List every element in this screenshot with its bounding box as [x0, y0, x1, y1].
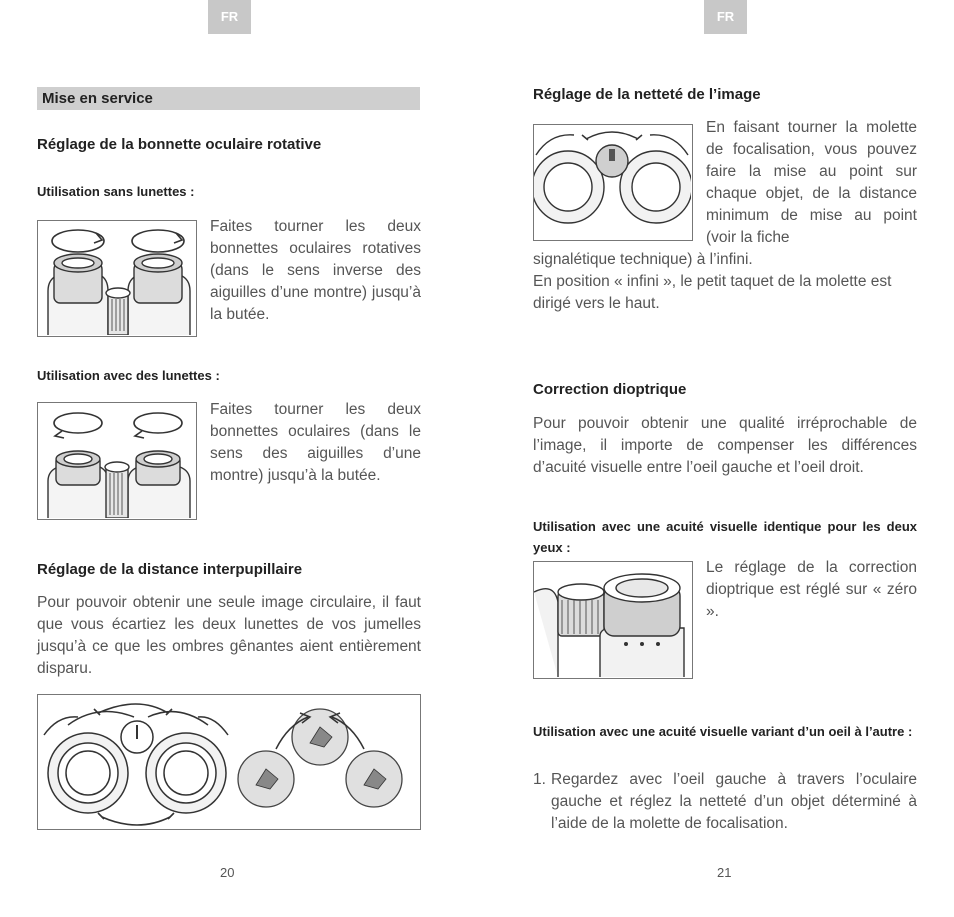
section-header — [37, 87, 420, 110]
text-identical-acuity: Le réglage de la correction dioptrique est réglé sur « zéro ». — [706, 559, 917, 620]
heading-interpupillary: Réglage de la distance interpupillaire — [37, 561, 303, 578]
text-without-glasses: Faites tourner les deux bonnettes oculaires rotatives (dans le sens inverse des aiguilles d’une montre) jusqu’à la butée. — [210, 218, 421, 323]
eyecup-with-glasses-figure — [37, 402, 197, 520]
language-tab: FR — [208, 0, 251, 34]
interpupillary-figure — [37, 694, 421, 830]
subheading-with-glasses: Utilisation avec des lunettes : — [37, 368, 220, 383]
focus-wheel-figure — [533, 124, 693, 241]
list-item-text: Regardez avec l’oeil gauche à travers l’oculaire gauche et réglez la netteté d’un objet déterminé à l’aide de la molette de focalisation. — [551, 771, 917, 832]
heading-eyecup: Réglage de la bonnette oculaire rotative — [37, 136, 322, 153]
text-focus: En faisant tourner la molette de focalisation, vous pouvez faire la mise au point sur chaque objet, de la distance minimum de mise au point (voir la fiche — [706, 119, 917, 246]
eyecup-without-glasses-figure — [37, 220, 197, 337]
language-tab: FR — [704, 0, 747, 34]
subheading-identical-acuity: Utilisation avec une acuité visuelle identique pour les deux yeux : — [533, 519, 917, 555]
diopter-zero-figure — [533, 561, 693, 679]
text-diopter: Pour pouvoir obtenir une qualité irréprochable de l’image, il importe de compenser les différences d’acuité visuelle entre l’oeil gauche et l’oeil droit. — [533, 415, 917, 476]
page-number: 21 — [717, 865, 732, 880]
subheading-without-glasses: Utilisation sans lunettes : — [37, 184, 195, 199]
page-number: 20 — [220, 865, 235, 880]
list-item-number: 1. — [533, 771, 546, 788]
right-page — [477, 0, 954, 917]
section-title: Mise en service — [42, 90, 153, 107]
subheading-varying-acuity: Utilisation avec une acuité visuelle variant d’un oeil à l’autre : — [533, 724, 913, 739]
text-infinity: En position « infini », le petit taquet de la molette est dirigé vers le haut. — [533, 273, 892, 312]
text-focus-continued: signalétique technique) à l’infini. — [533, 251, 753, 268]
text-with-glasses: Faites tourner les deux bonnettes oculaires (dans le sens des aiguilles d’une montre) jusqu’à la butée. — [210, 401, 421, 484]
heading-focus: Réglage de la netteté de l’image — [533, 86, 761, 103]
text-interpupillary: Pour pouvoir obtenir une seule image circulaire, il faut que vous écartiez les deux lunettes de vos jumelles jusqu’à ce que les ombres gênantes aient entièrement disparu. — [37, 594, 421, 677]
heading-diopter: Correction dioptrique — [533, 381, 687, 398]
